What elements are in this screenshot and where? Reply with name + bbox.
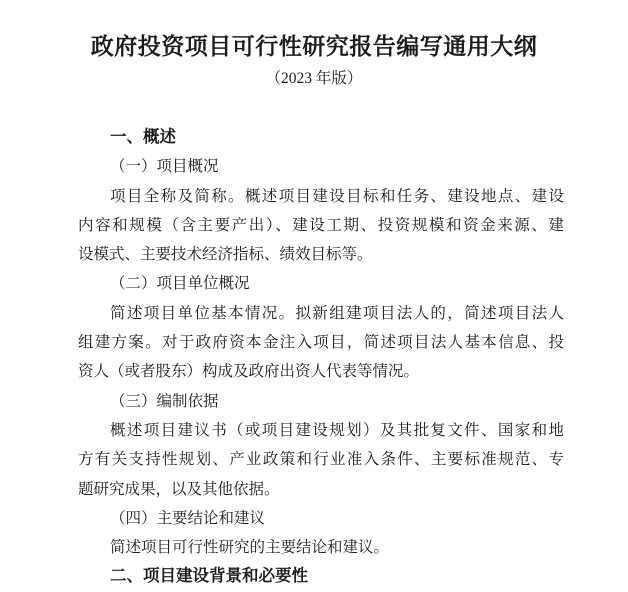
body-line: 简述项目可行性研究的主要结论和建议。: [110, 539, 390, 557]
section-heading: 二、项目建设背景和必要性: [110, 567, 308, 586]
section-heading: 一、概述: [110, 128, 176, 146]
sub-heading: （一）项目概况: [110, 158, 219, 176]
body-line: 设模式、主要技术经济指标、绩效目标等。: [78, 246, 373, 264]
body-line: 方有关支持性规划、产业政策和行业准入条件、主要标准规范、专: [78, 451, 564, 469]
body-line: 简述项目单位基本情况。拟新组建项目法人的，简述项目法人: [110, 304, 564, 322]
body-line: 组建方案。对于政府资本金注入项目，简述项目法人基本信息、投: [78, 334, 564, 352]
document-subtitle: （2023 年版）: [265, 70, 363, 87]
sub-heading: （四）主要结论和建议: [110, 509, 266, 527]
body-line: 项目全称及简称。概述项目建设目标和任务、建设地点、建设: [110, 187, 564, 205]
sub-heading: （三）编制依据: [110, 392, 219, 410]
body-line: 内容和规模（含主要产出）、建设工期、投资规模和资金来源、建: [78, 216, 564, 234]
body-line: 题研究成果，以及其他依据。: [78, 480, 280, 498]
document-title: 政府投资项目可行性研究报告编写通用大纲: [90, 34, 538, 59]
body-line: 资人（或者股东）构成及政府出资人代表等情况。: [78, 363, 420, 381]
sub-heading: （二）项目单位概况: [110, 275, 250, 293]
document-body: [78, 123, 564, 592]
body-line: 概述项目建议书（或项目建设规划）及其批复文件、国家和地: [110, 421, 564, 439]
